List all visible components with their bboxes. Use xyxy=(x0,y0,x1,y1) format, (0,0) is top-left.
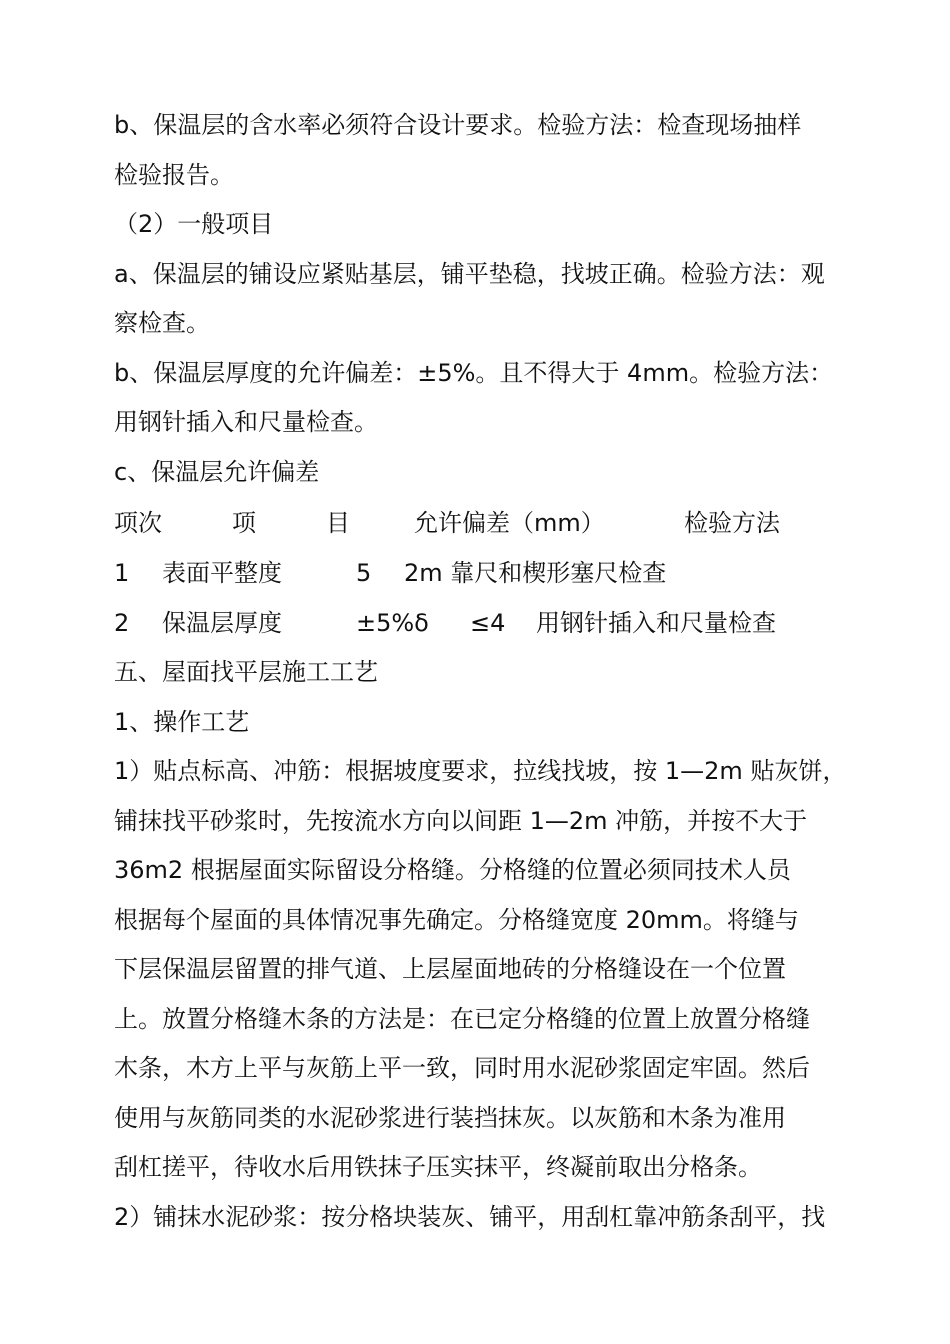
table-header-cell: 目 xyxy=(326,509,350,537)
table-cell: 表面平整度 xyxy=(162,559,282,587)
table-cell: 1 xyxy=(114,559,130,587)
paragraph-line: b、保温层厚度的允许偏差：±5%。且不得大于 4mm。检验方法： xyxy=(114,359,834,387)
table-header-cell: 项 xyxy=(232,509,256,537)
table-cell: 用钢针插入和尺量检查 xyxy=(536,609,776,637)
paragraph-line: 使用与灰筋同类的水泥砂浆进行装挡抹灰。以灰筋和木条为准用 xyxy=(114,1104,786,1132)
paragraph-line: c、保温层允许偏差 xyxy=(114,458,320,486)
paragraph-line: 上。放置分格缝木条的方法是：在已定分格缝的位置上放置分格缝 xyxy=(114,1005,810,1033)
paragraph-line: b、保温层的含水率必须符合设计要求。检验方法：检查现场抽样 xyxy=(114,111,802,139)
table-cell: 保温层厚度 xyxy=(162,609,282,637)
paragraph-line: 36m2 根据屋面实际留设分格缝。分格缝的位置必须同技术人员 xyxy=(114,856,791,884)
subheading: （2）一般项目 xyxy=(114,210,274,238)
table-cell: 2m 靠尺和楔形塞尺检查 xyxy=(404,559,667,587)
paragraph-line: 检验报告。 xyxy=(114,161,234,189)
paragraph-line: 铺抹找平砂浆时，先按流水方向以间距 1—2m 冲筋，并按不大于 xyxy=(114,807,808,835)
table-header-cell: 检验方法 xyxy=(684,509,780,537)
table-cell: ≤4 xyxy=(470,609,506,637)
table-cell: 5 xyxy=(356,559,372,587)
paragraph-line: 下层保温层留置的排气道、上层屋面地砖的分格缝设在一个位置 xyxy=(114,955,786,983)
paragraph-line: 木条，木方上平与灰筋上平一致，同时用水泥砂浆固定牢固。然后 xyxy=(114,1054,810,1082)
paragraph-line: 2）铺抹水泥砂浆：按分格块装灰、铺平，用刮杠靠冲筋条刮平，找 xyxy=(114,1203,826,1231)
table-header-cell: 允许偏差（mm） xyxy=(414,509,605,537)
paragraph-line: 根据每个屋面的具体情况事先确定。分格缝宽度 20mm。将缝与 xyxy=(114,906,799,934)
subheading: 1、操作工艺 xyxy=(114,708,250,736)
table-cell: ±5%δ xyxy=(356,609,429,637)
paragraph-line: a、保温层的铺设应紧贴基层，铺平垫稳，找坡正确。检验方法：观 xyxy=(114,260,825,288)
paragraph-line: 用钢针插入和尺量检查。 xyxy=(114,408,378,436)
table-cell: 2 xyxy=(114,609,130,637)
paragraph-line: 1）贴点标高、冲筋：根据坡度要求，拉线找坡，按 1—2m 贴灰饼， xyxy=(114,757,847,785)
table-header-cell: 项次 xyxy=(114,509,162,537)
paragraph-line: 刮杠搓平，待收水后用铁抹子压实抹平，终凝前取出分格条。 xyxy=(114,1153,762,1181)
paragraph-line: 察检查。 xyxy=(114,309,210,337)
section-heading: 五、屋面找平层施工工艺 xyxy=(114,658,378,686)
